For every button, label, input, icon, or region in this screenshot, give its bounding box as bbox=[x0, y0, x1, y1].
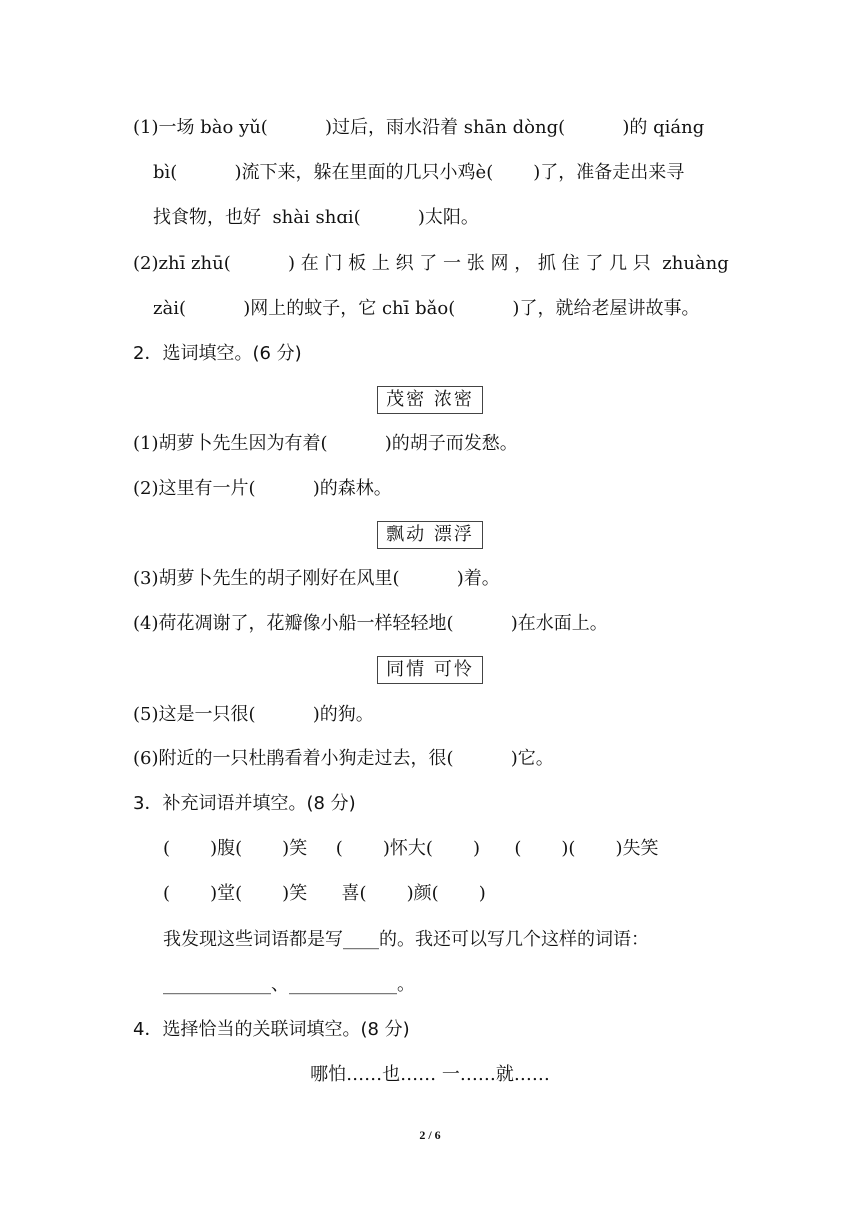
q1-item1-line3: 找食物，也好 shài shɑi( )太阳。 bbox=[153, 207, 479, 228]
q4-heading: 4．选择恰当的关联词填空。(8 分) bbox=[133, 1019, 410, 1040]
q3-row-2: ( )堂( )笑 喜( )颜( ) bbox=[163, 883, 486, 904]
q3-row-4: ____________、____________。 bbox=[163, 974, 415, 995]
q2-sentence-2: (2)这里有一片( )的森林。 bbox=[133, 478, 392, 499]
q4-options: 哪怕……也…… 一……就…… bbox=[310, 1064, 550, 1085]
page-number: 2 / 6 bbox=[419, 1128, 441, 1142]
q1-item2-line1: (2)zhī zhū( ) 在 门 板 上 织 了 一 张 网 ， 抓 住 了 几 只 zhuàng bbox=[133, 253, 729, 274]
q2-sentence-1: (1)胡萝卜先生因为有着( )的胡子而发愁。 bbox=[133, 433, 518, 454]
q3-heading: 3．补充词语并填空。(8 分) bbox=[133, 793, 356, 814]
q2-wordbox-3-row bbox=[0, 656, 860, 684]
q2-wordbox-2-row bbox=[0, 521, 860, 549]
q1-item1-line1: (1)一场 bào yǔ( )过后，雨水沿着 shān dòng( )的 qiáng bbox=[133, 117, 705, 138]
q2-wordbox-3: 同情 可怜 bbox=[377, 656, 483, 684]
q2-sentence-3: (3)胡萝卜先生的胡子刚好在风里( )着。 bbox=[133, 568, 500, 589]
q3-row-3: 我发现这些词语都是写____的。我还可以写几个这样的词语： bbox=[163, 929, 649, 950]
q2-wordbox-1: 茂密 浓密 bbox=[377, 386, 483, 414]
q2-sentence-6: (6)附近的一只杜鹃看着小狗走过去，很( )它。 bbox=[133, 748, 554, 769]
q2-wordbox-2: 飘动 漂浮 bbox=[377, 521, 483, 549]
q2-sentence-4: (4)荷花凋谢了，花瓣像小船一样轻轻地( )在水面上。 bbox=[133, 613, 608, 634]
q2-sentence-5: (5)这是一只很( )的狗。 bbox=[133, 704, 374, 725]
q2-wordbox-1-row bbox=[0, 386, 860, 414]
q1-item1-line2: bì( )流下来，躲在里面的几只小鸡è( )了，准备走出来寻 bbox=[153, 162, 685, 183]
q3-row-1: ( )腹( )笑 ( )怀大( ) ( )( )失笑 bbox=[163, 838, 659, 859]
q2-heading: 2．选词填空。(6 分) bbox=[133, 343, 302, 364]
q1-item2-line2: zài( )网上的蚊子，它 chī bǎo( )了，就给老屋讲故事。 bbox=[153, 298, 700, 319]
